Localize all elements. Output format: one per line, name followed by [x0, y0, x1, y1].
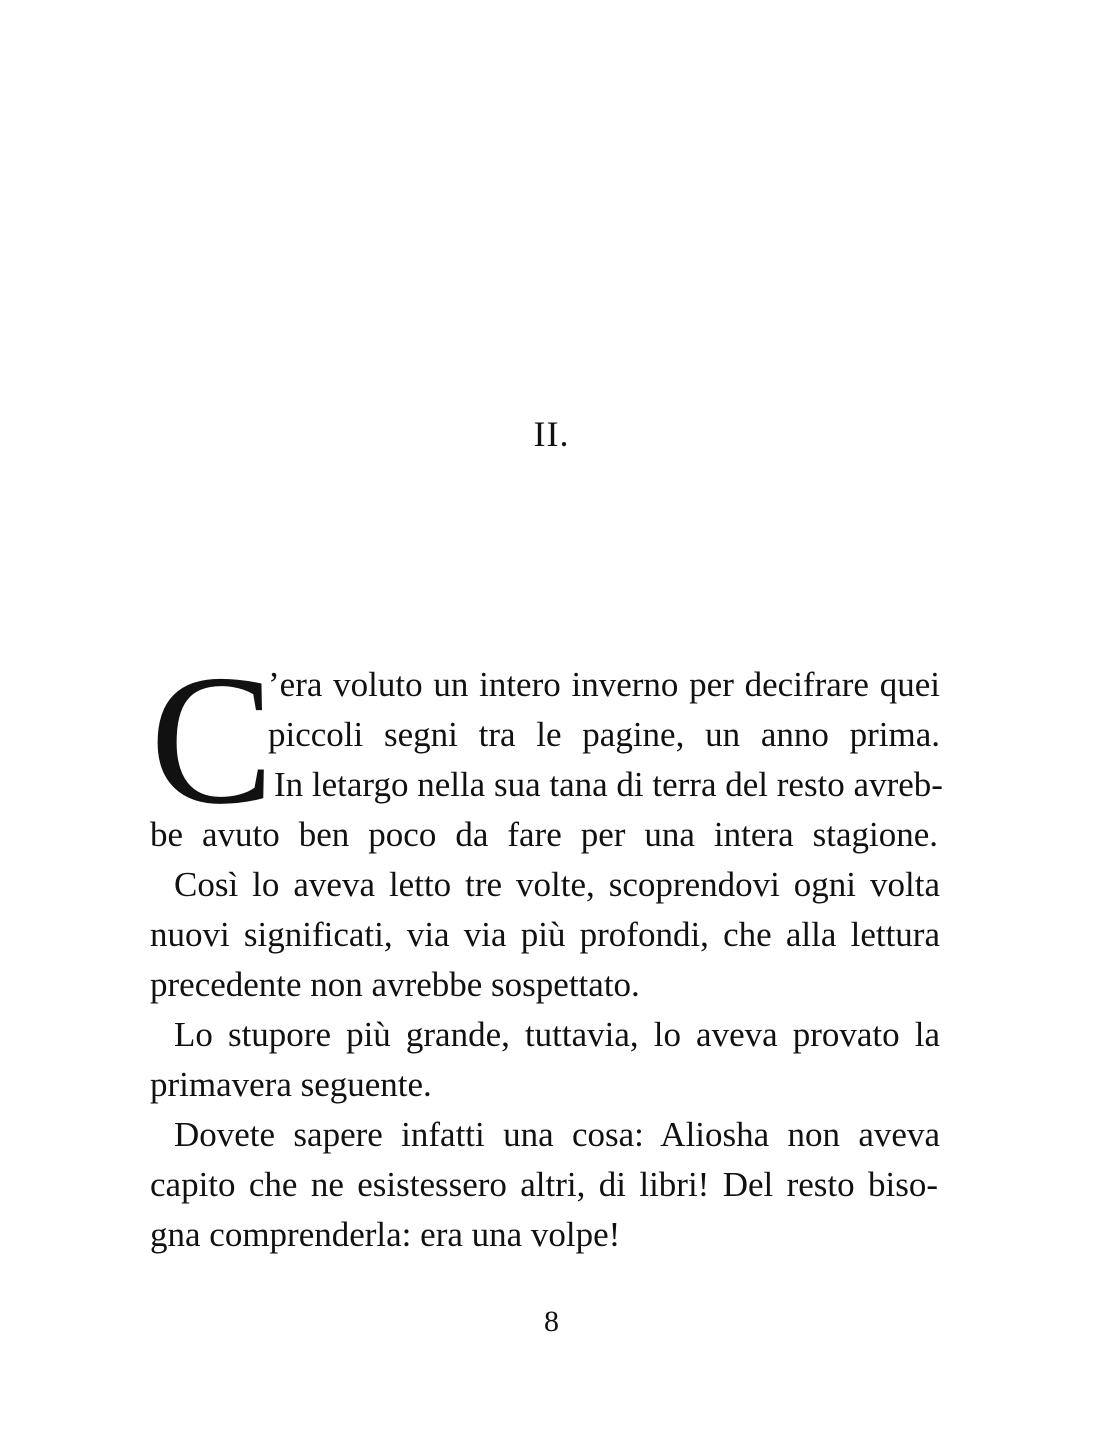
text-line: piccoli segni tra le pagine, un anno prima.: [268, 715, 940, 754]
chapter-number: II.: [533, 414, 570, 454]
text-line: Così lo aveva letto tre volte, scoprendovi ogni volta: [174, 865, 940, 904]
page-number: 8: [544, 1305, 559, 1338]
drop-cap-letter: C: [150, 637, 275, 843]
text-line: ’era voluto un intero inverno per decifrare quei: [268, 665, 940, 704]
text-line: Lo stupore più grande, tuttavia, lo aveva provato la: [174, 1015, 940, 1054]
text-line: gna comprenderla: era una volpe!: [150, 1215, 621, 1254]
text-line: primavera seguente.: [150, 1065, 432, 1104]
text-line: Dovete sapere infatti una cosa: Aliosha non aveva: [174, 1115, 940, 1154]
text-line: capito che ne esistessero altri, di libri! Del resto biso-: [150, 1165, 938, 1204]
text-line: be avuto ben poco da fare per una intera stagione.: [150, 815, 938, 854]
text-line: precedente non avrebbe sospettato.: [150, 965, 640, 1004]
text-line: nuovi significati, via via più profondi, che alla lettura: [150, 915, 940, 954]
text-line: In letargo nella sua tana di terra del resto avreb-: [274, 765, 943, 804]
